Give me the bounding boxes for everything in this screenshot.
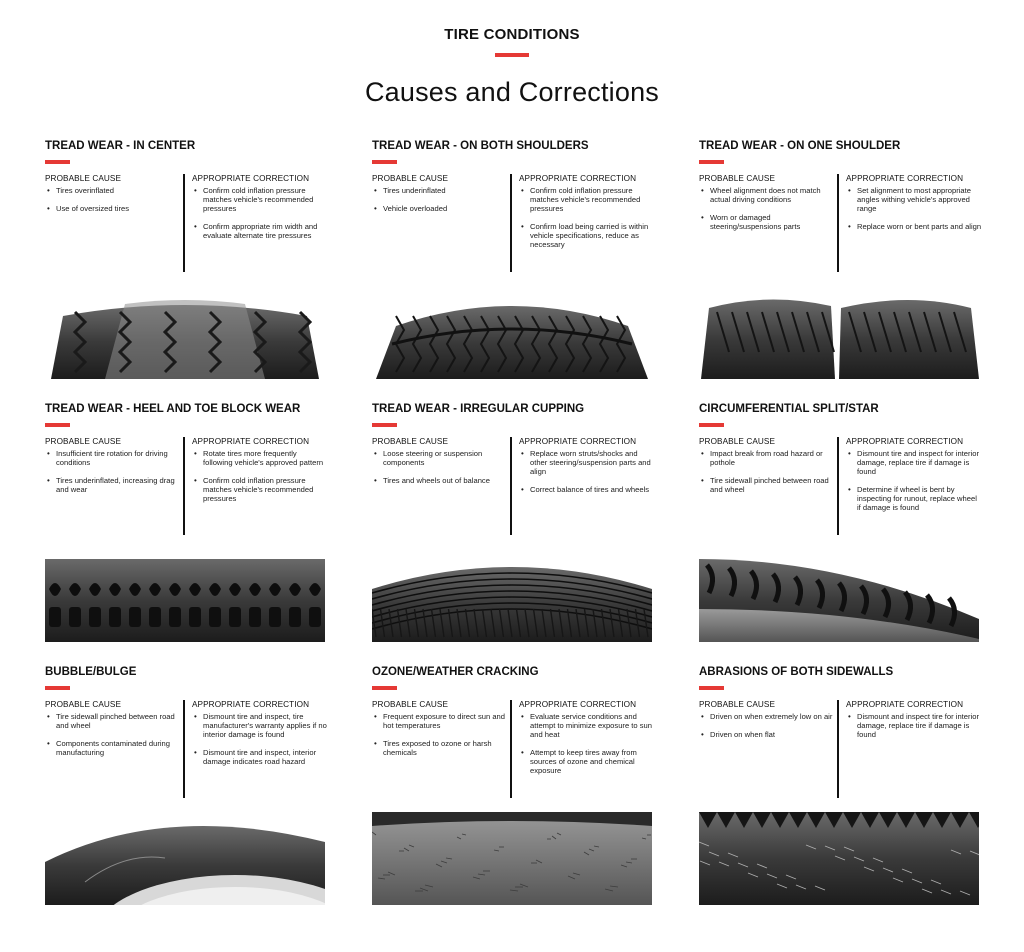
probable-cause-column: [372, 700, 512, 766]
card-title: TREAD WEAR - IRREGULAR CUPPING: [372, 403, 585, 415]
page-title: Causes and Corrections: [364, 77, 660, 107]
cause-item: • Tire sidewall pinched between road and wheel: [45, 712, 185, 730]
correction-item: • Dismount tire and inspect for interior damage, replace tire if damage is found: [846, 449, 982, 476]
correction-column: [846, 700, 982, 748]
correction-heading: APPROPRIATE CORRECTION: [192, 700, 310, 709]
cause-item: • Worn or damaged steering/suspensions parts: [699, 213, 839, 231]
card-title: TREAD WEAR - ON BOTH SHOULDERS: [372, 140, 589, 152]
cause-list: [699, 186, 839, 231]
column-divider: [510, 700, 512, 798]
title-accent-bar: [699, 160, 724, 164]
cause-list: [45, 449, 185, 494]
correction-list: [192, 712, 328, 766]
correction-heading: APPROPRIATE CORRECTION: [846, 174, 964, 183]
condition-card: [699, 403, 981, 651]
cause-item: • Tires underinflated: [372, 186, 512, 195]
correction-item: • Confirm cold inflation pressure matches vehicle's recommended pressures: [192, 476, 328, 503]
center-tread-wear-photo: [45, 286, 325, 379]
cause-item: • Wheel alignment does not match actual driving conditions: [699, 186, 839, 204]
cause-item: • Vehicle overloaded: [372, 204, 512, 213]
cause-list: [45, 712, 185, 757]
title-accent-bar: [699, 686, 724, 690]
card-title: BUBBLE/BULGE: [45, 666, 137, 678]
correction-list: [519, 186, 655, 249]
correction-item: • Dismount and inspect tire for interior damage, replace tire if damage is found: [846, 712, 982, 739]
correction-item: • Determine if wheel is bent by inspecting for runout, replace wheel if damage is found: [846, 485, 982, 512]
column-divider: [183, 174, 185, 272]
card-title: TREAD WEAR - HEEL AND TOE BLOCK WEAR: [45, 403, 301, 415]
column-divider: [510, 437, 512, 535]
correction-heading: APPROPRIATE CORRECTION: [519, 437, 637, 446]
column-divider: [510, 174, 512, 272]
card-title: ABRASIONS OF BOTH SIDEWALLS: [699, 666, 894, 678]
column-divider: [837, 437, 839, 535]
cause-correction-columns: [45, 174, 327, 272]
column-divider: [837, 174, 839, 272]
correction-item: • Confirm load being carried is within vehicle specifications, reduce as necessary: [519, 222, 655, 249]
condition-card: [45, 666, 327, 914]
correction-item: • Confirm appropriate rim width and evaluate alternate tire pressures: [192, 222, 328, 240]
cause-item: • Driven on when extremely low on air: [699, 712, 839, 721]
correction-column: [519, 174, 655, 258]
correction-column: [192, 700, 328, 775]
correction-heading: APPROPRIATE CORRECTION: [846, 437, 964, 446]
probable-cause-heading: PROBABLE CAUSE: [45, 174, 122, 183]
cause-item: • Driven on when flat: [699, 730, 839, 739]
card-title: TREAD WEAR - IN CENTER: [45, 140, 196, 152]
correction-item: • Set alignment to most appropriate angles withing vehicle's approved range: [846, 186, 982, 213]
cause-list: [699, 712, 839, 739]
condition-card: [372, 140, 654, 388]
probable-cause-column: [699, 174, 839, 240]
correction-column: [519, 437, 655, 503]
cause-item: • Tires overinflated: [45, 186, 185, 195]
probable-cause-heading: PROBABLE CAUSE: [45, 700, 122, 709]
cause-item: • Impact break from road hazard or pothole: [699, 449, 839, 467]
cause-item: • Use of oversized tires: [45, 204, 185, 213]
condition-card: [45, 403, 327, 651]
cause-correction-columns: [699, 700, 981, 798]
correction-list: [846, 449, 982, 512]
card-title: CIRCUMFERENTIAL SPLIT/STAR: [699, 403, 879, 415]
one-shoulder-wear-photo: [699, 286, 979, 379]
condition-card: [372, 666, 654, 914]
card-title: TREAD WEAR - ON ONE SHOULDER: [699, 140, 901, 152]
cause-item: • Components contaminated during manufacturing: [45, 739, 185, 757]
correction-list: [846, 186, 982, 231]
cause-list: [372, 712, 512, 757]
title-accent-bar: [372, 423, 397, 427]
cause-correction-columns: [699, 437, 981, 535]
correction-item: • Evaluate service conditions and attempt to minimize exposure to sun and heat: [519, 712, 655, 739]
cause-list: [45, 186, 185, 213]
page-header: [0, 26, 1024, 108]
correction-item: • Attempt to keep tires away from sources of ozone and chemical exposure: [519, 748, 655, 775]
correction-item: • Replace worn or bent parts and align: [846, 222, 982, 231]
probable-cause-column: [372, 437, 512, 494]
correction-column: [192, 437, 328, 512]
cause-item: • Tire sidewall pinched between road and wheel: [699, 476, 839, 494]
probable-cause-heading: PROBABLE CAUSE: [372, 700, 449, 709]
cause-item: • Frequent exposure to direct sun and hot temperatures: [372, 712, 512, 730]
correction-heading: APPROPRIATE CORRECTION: [519, 174, 637, 183]
correction-item: • Correct balance of tires and wheels: [519, 485, 655, 494]
correction-heading: APPROPRIATE CORRECTION: [192, 437, 310, 446]
title-accent-bar: [45, 686, 70, 690]
cause-correction-columns: [372, 174, 654, 272]
correction-list: [192, 449, 328, 503]
probable-cause-heading: PROBABLE CAUSE: [699, 700, 776, 709]
cause-list: [372, 449, 512, 485]
cupping-photo: [372, 549, 652, 642]
probable-cause-column: [45, 700, 185, 766]
correction-item: • Dismount tire and inspect, interior damage indicates road hazard: [192, 748, 328, 766]
card-title: OZONE/WEATHER CRACKING: [372, 666, 539, 678]
cause-list: [699, 449, 839, 494]
correction-item: • Replace worn struts/shocks and other steering/suspension parts and align: [519, 449, 655, 476]
shoulder-wear-photo: [372, 286, 652, 379]
condition-card: [699, 666, 981, 914]
condition-card: [45, 140, 327, 388]
title-accent-bar: [372, 686, 397, 690]
correction-column: [519, 700, 655, 784]
correction-heading: APPROPRIATE CORRECTION: [519, 700, 637, 709]
title-accent-bar: [372, 160, 397, 164]
cause-correction-columns: [45, 700, 327, 798]
title-accent-bar: [45, 160, 70, 164]
correction-heading: APPROPRIATE CORRECTION: [192, 174, 310, 183]
title-accent-bar: [45, 423, 70, 427]
probable-cause-heading: PROBABLE CAUSE: [45, 437, 122, 446]
weather-cracking-photo: [372, 812, 652, 905]
probable-cause-heading: PROBABLE CAUSE: [372, 174, 449, 183]
probable-cause-column: [699, 437, 839, 503]
correction-item: • Confirm cold inflation pressure matches vehicle's recommended pressures: [519, 186, 655, 213]
cause-correction-columns: [372, 437, 654, 535]
probable-cause-column: [699, 700, 839, 748]
section-eyebrow: TIRE CONDITIONS: [444, 26, 580, 43]
cause-item: • Tires underinflated, increasing drag and wear: [45, 476, 185, 494]
cause-item: • Tires and wheels out of balance: [372, 476, 512, 485]
bulge-photo: [45, 812, 325, 905]
column-divider: [183, 700, 185, 798]
split-star-photo: [699, 549, 979, 642]
correction-item: • Dismount tire and inspect, tire manufacturer's warranty applies if no interior damage is found: [192, 712, 328, 739]
correction-column: [192, 174, 328, 249]
column-divider: [183, 437, 185, 535]
title-accent-bar: [699, 423, 724, 427]
cause-item: • Tires exposed to ozone or harsh chemicals: [372, 739, 512, 757]
cause-list: [372, 186, 512, 213]
cause-correction-columns: [699, 174, 981, 272]
correction-item: • Confirm cold inflation pressure matches vehicle's recommended pressures: [192, 186, 328, 213]
probable-cause-heading: PROBABLE CAUSE: [699, 437, 776, 446]
correction-list: [519, 712, 655, 775]
probable-cause-column: [45, 174, 185, 222]
probable-cause-heading: PROBABLE CAUSE: [699, 174, 776, 183]
condition-card: [372, 403, 654, 651]
condition-card: [699, 140, 981, 388]
correction-column: [846, 174, 982, 240]
cause-item: • Loose steering or suspension components: [372, 449, 512, 467]
cause-item: • Insufficient tire rotation for driving conditions: [45, 449, 185, 467]
correction-item: • Rotate tires more frequently following vehicle's approved pattern: [192, 449, 328, 467]
correction-list: [519, 449, 655, 494]
column-divider: [837, 700, 839, 798]
eyebrow-accent-bar: [495, 53, 529, 57]
correction-column: [846, 437, 982, 521]
correction-list: [846, 712, 982, 739]
probable-cause-column: [45, 437, 185, 503]
probable-cause-column: [372, 174, 512, 222]
probable-cause-heading: PROBABLE CAUSE: [372, 437, 449, 446]
correction-heading: APPROPRIATE CORRECTION: [846, 700, 964, 709]
correction-list: [192, 186, 328, 240]
sidewall-abrasion-photo: [699, 812, 979, 905]
heel-toe-wear-photo: [45, 549, 325, 642]
cause-correction-columns: [372, 700, 654, 798]
cause-correction-columns: [45, 437, 327, 535]
